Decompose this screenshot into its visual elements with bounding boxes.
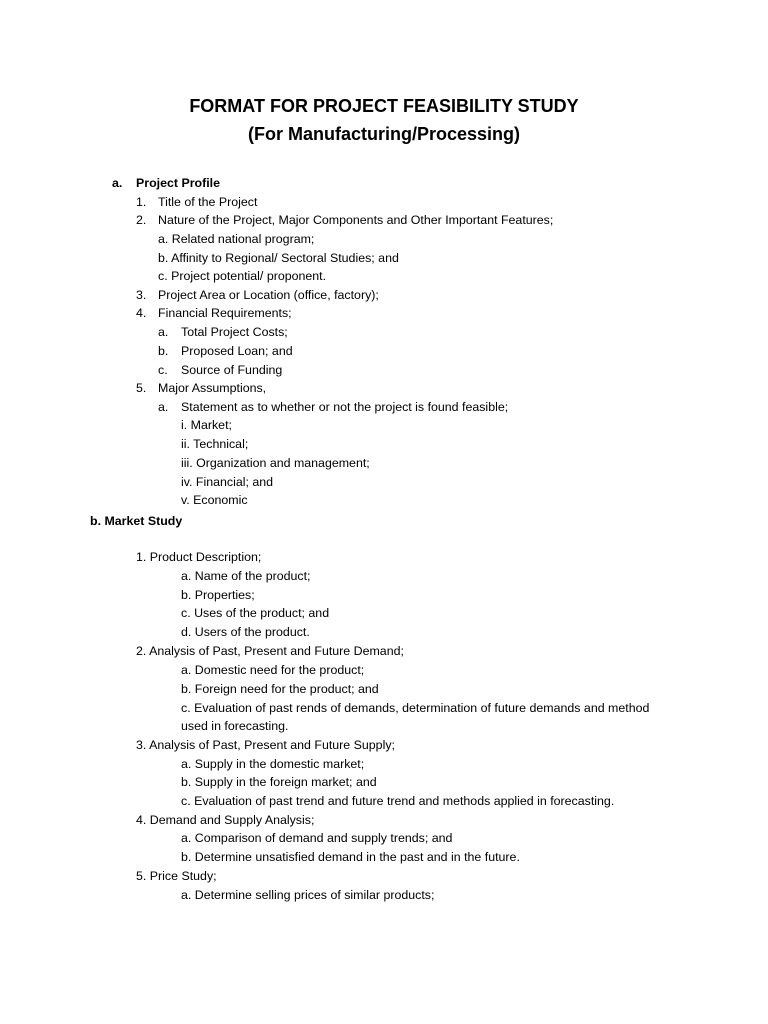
- list-marker: 5.: [136, 381, 147, 395]
- list-item: c. Evaluation of past rends of demands, determination of future demands and method: [181, 701, 650, 715]
- list-item: 1. Product Description;: [136, 550, 262, 564]
- list-item: a. Determine selling prices of similar products;: [181, 888, 435, 902]
- list-item: Total Project Costs;: [181, 325, 288, 339]
- list-item: 2. Analysis of Past, Present and Future Demand;: [136, 644, 404, 658]
- list-marker: 4.: [136, 306, 147, 320]
- list-item: iv. Financial; and: [181, 475, 274, 489]
- list-marker: a.: [158, 325, 169, 339]
- list-item: i. Market;: [181, 418, 232, 432]
- list-item: a. Comparison of demand and supply trends; and: [181, 831, 453, 845]
- list-item: a. Supply in the domestic market;: [181, 757, 365, 771]
- section-heading: b. Market Study: [90, 514, 183, 528]
- list-item: b. Determine unsatisfied demand in the past and in the future.: [181, 850, 520, 864]
- list-item: b. Supply in the foreign market; and: [181, 775, 377, 789]
- list-item: d. Users of the product.: [181, 625, 310, 639]
- document-subtitle: (For Manufacturing/Processing): [247, 124, 521, 144]
- list-item: 5. Price Study;: [136, 869, 217, 883]
- list-item: used in forecasting.: [181, 719, 289, 733]
- list-item: b. Foreign need for the product; and: [181, 682, 379, 696]
- document-title: FORMAT FOR PROJECT FEASIBILITY STUDY: [189, 96, 579, 116]
- list-item: 4. Demand and Supply Analysis;: [136, 813, 315, 827]
- list-item: v. Economic: [181, 493, 248, 507]
- list-item: 3. Analysis of Past, Present and Future Supply;: [136, 738, 395, 752]
- list-item: Financial Requirements;: [158, 306, 292, 320]
- list-item: iii. Organization and management;: [181, 456, 370, 470]
- list-item: a. Name of the product;: [181, 569, 311, 583]
- list-item: Statement as to whether or not the project is found feasible;: [181, 400, 509, 414]
- list-marker: c.: [158, 363, 168, 377]
- section-heading: Project Profile: [136, 176, 221, 190]
- list-item: ii. Technical;: [181, 437, 249, 451]
- list-item: Project Area or Location (office, factory);: [158, 288, 379, 302]
- list-item: Proposed Loan; and: [181, 344, 293, 358]
- list-item: Major Assumptions,: [158, 381, 267, 395]
- list-item: Nature of the Project, Major Components and Other Important Features;: [158, 213, 554, 227]
- list-item: Source of Funding: [181, 363, 283, 377]
- list-item: c. Project potential/ proponent.: [158, 269, 327, 283]
- list-item: c. Uses of the product; and: [181, 606, 330, 620]
- list-marker: a.: [112, 176, 123, 190]
- list-item: Title of the Project: [158, 195, 258, 209]
- list-item: a. Domestic need for the product;: [181, 663, 365, 677]
- list-marker: a.: [158, 400, 169, 414]
- list-marker: 3.: [136, 288, 147, 302]
- list-item: b. Affinity to Regional/ Sectoral Studies; and: [158, 251, 399, 265]
- list-marker: b.: [158, 344, 169, 358]
- list-item: c. Evaluation of past trend and future trend and methods applied in forecasting.: [181, 794, 615, 808]
- list-item: b. Properties;: [181, 588, 255, 602]
- list-item: a. Related national program;: [158, 232, 315, 246]
- list-marker: 2.: [136, 213, 147, 227]
- list-marker: 1.: [136, 195, 147, 209]
